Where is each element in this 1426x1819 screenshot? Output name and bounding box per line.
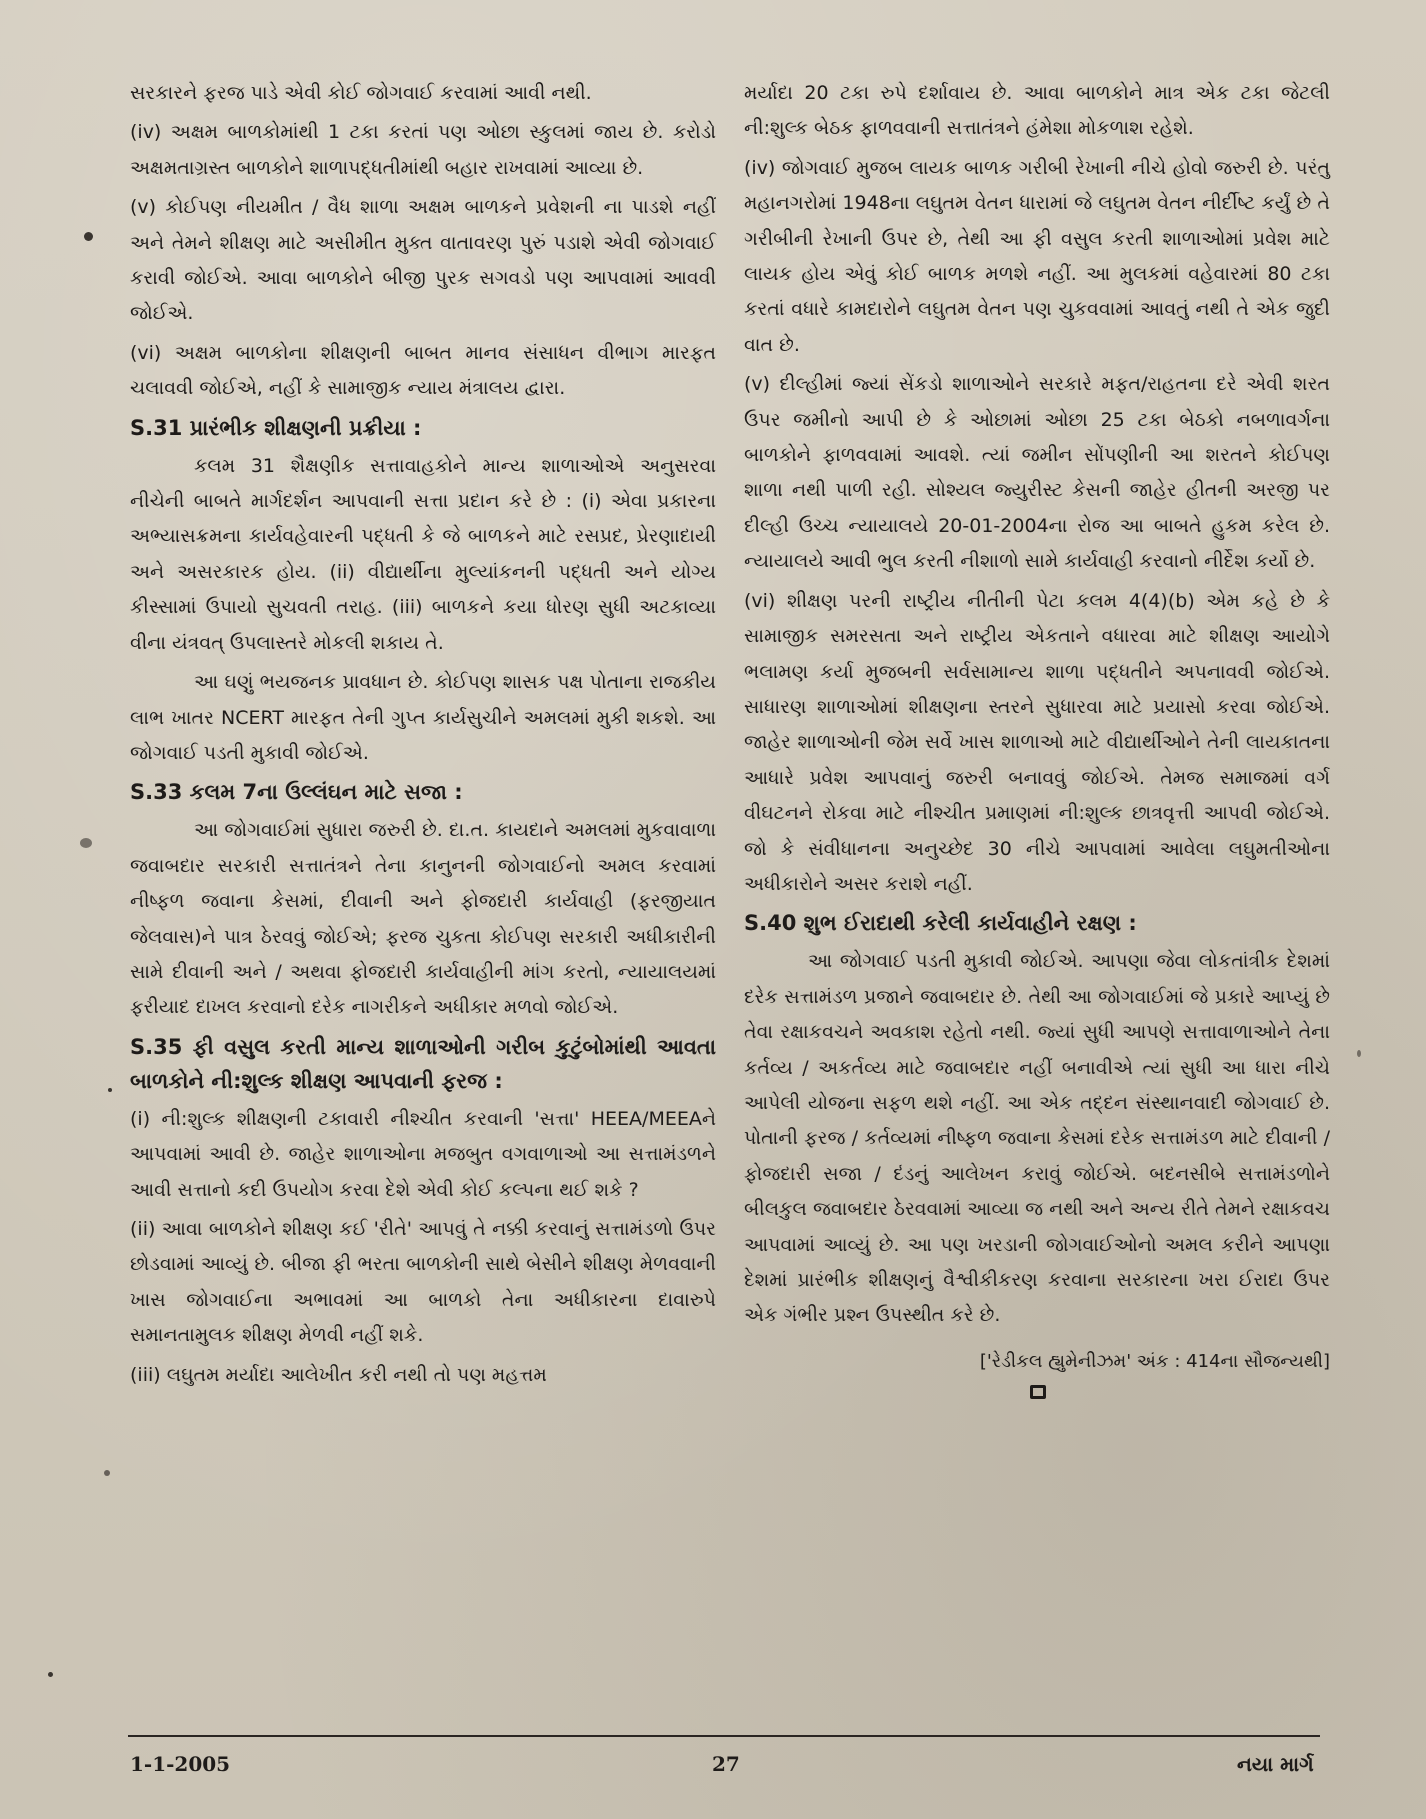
section-heading: S.40 શુભ ઈરાદાથી કરેલી કાર્યવાહીને રક્ષણ : <box>744 911 1137 936</box>
paper-speck <box>1357 1050 1361 1057</box>
paper-speck <box>108 1088 112 1092</box>
paper-speck <box>48 1672 53 1677</box>
section-heading: S.33 કલમ 7ના ઉલ્લંઘન માટે સજા : <box>130 780 463 805</box>
source-credit: ['રેડીકલ હ્યુમેનીઝમ' અંક : 414ના સૌજન્યથી] <box>979 1350 1330 1372</box>
paragraph: આ જોગવાઈ પડતી મુકાવી જોઈએ. આપણા જેવા લોકતાંત્રીક દેશમાં દરેક સત્તામંડળ પ્રજાને જવાબદાર છે. તેથી આ જોગવાઈમાં જે પ્રકારે આપ્યું છે તેવા રક્ષાકવચને અવકાશ રહેતો નથી. જ્યાં સુધી આપણે સત્તાવાળાઓને તેના કર્તવ્ય / અકર્તવ્ય માટે જવાબદાર નહીં બનાવીએ ત્યાં સુધી આ ધારા નીચે આપેલી યોજના સફળ થશે નહીં. આ એક તદ્દન સંસ્થાનવાદી જોગવાઈ છે. પોતાની ફરજ / કર્તવ્યમાં નીષ્ફળ જવાના કેસમાં દરેક સત્તામંડળ માટે દીવાની / ફોજદારી સજા / દંડનું આલેખન કરાવું જોઈએ. બદનસીબે સત્તામંડળોને બીલકુલ જવાબદાર ઠેરવવામાં આવ્યા જ નથી અને અન્ય રીતે તેમને રક્ષાકવચ આપવામાં આવ્યું છે. આ પણ ખરડાની જોગવાઈઓનો અમલ કરીને આપણા દેશમાં પ્રારંભીક શીક્ષણનું વૈશ્વીકીકરણ કરવાના સરકારના ખરા ઈરાદા ઉપર એક ગંભીર પ્રશ્ન ઉપસ્થીત કરે છે. <box>744 950 1330 1327</box>
paragraph: (iv) અક્ષમ બાળકોમાંથી 1 ટકા કરતાં પણ ઓછા સ્કુલમાં જાય છે. કરોડો અક્ષમતાગ્રસ્ત બાળકોને શાળાપદ્ધતીમાંથી બહાર રાખવામાં આવ્યા છે. <box>130 121 716 179</box>
right-column <box>744 76 1330 1399</box>
end-of-article-square-icon <box>1030 1385 1046 1399</box>
paragraph: કલમ 31 શૈક્ષણીક સત્તાવાહકોને માન્ય શાળાઓએ અનુસરવા નીચેની બાબતે માર્ગદર્શન આપવાની સત્તા પ્રદાન કરે છે : (i) એવા પ્રકારના અભ્યાસક્રમના કાર્યવહેવારની પદ્ધતી કે જે બાળકને માટે રસપ્રદ, પ્રેરણાદાયી અને અસરકારક હોય. (ii) વીદ્યાર્થીના મુલ્યાંકનની પદ્ધતી અને યોગ્ય કીસ્સામાં ઉપાયો સુચવતી તરાહ. (iii) બાળકને કયા ધોરણ સુધી અટકાવ્યા વીના યંત્રવત્ ઉપલાસ્તરે મોકલી શકાય તે. <box>130 454 716 654</box>
paper-speck <box>84 232 93 241</box>
footer-date: 1-1-2005 <box>130 1752 231 1776</box>
section-heading: S.35 ફી વસુલ કરતી માન્ય શાળાઓની ગરીબ કુટુંબોમાંથી આવતા બાળકોને ની:શુલ્ક શીક્ષણ આપવાની ફરજ : <box>130 1034 716 1093</box>
paragraph: (v) કોઈપણ નીયમીત / વૈધ શાળા અક્ષમ બાળકને પ્રવેશની ના પાડશે નહીં અને તેમને શીક્ષણ માટે અસીમીત મુક્ત વાતાવરણ પુરું પડાશે એવી જોગવાઈ કરાવી જોઈએ. આવા બાળકોને બીજી પુરક સગવડો પણ આપવામાં આવવી જોઈએ. <box>130 196 716 325</box>
publication-name: નયા માર્ગ <box>1237 1752 1314 1776</box>
paragraph: સરકારને ફરજ પાડે એવી કોઈ જોગવાઈ કરવામાં આવી નથી. <box>130 82 592 104</box>
left-column <box>130 76 716 1397</box>
paragraph: (v) દીલ્હીમાં જ્યાં સેંકડો શાળાઓને સરકારે મફત/રાહતના દરે એવી શરત ઉપર જમીનો આપી છે કે ઓછામાં ઓછા 25 ટકા બેઠકો નબળાવર્ગના બાળકોને ફાળવવામાં આવશે. ત્યાં જમીન સોંપણીની આ શરતને કોઈપણ શાળા નથી પાળી રહી. સોશ્યલ જ્યુરીસ્ટ કેસની જાહેર હીતની અરજી પર દીલ્હી ઉચ્ચ ન્યાયાલયે 20-01-2004ના રોજ આ બાબતે હુકમ કરેલ છે. ન્યાયાલયે આવી ભુલ કરતી નીશાળો સામે કાર્યવાહી કરવાનો નીર્દેશ કર્યો છે. <box>744 373 1330 573</box>
paragraph: (vi) અક્ષમ બાળકોના શીક્ષણની બાબત માનવ સંસાધન વીભાગ મારફત ચલાવવી જોઈએ, નહીં કે સામાજીક ન્યાય મંત્રાલય દ્વારા. <box>130 341 716 400</box>
paragraph: આ જોગવાઈમાં સુધારા જરુરી છે. દા.ત. કાયદાને અમલમાં મુકવાવાળા જવાબદાર સરકારી સત્તાતંત્રને તેના કાનુનની જોગવાઈનો અમલ કરવામાં નીષ્ફળ જવાના કેસમાં, દીવાની અને ફોજદારી કાર્યવાહી (ફરજીયાત જેલવાસ)ને પાત્ર ઠેરવવું જોઈએ; ફરજ ચુકતા કોઈપણ સરકારી અધીકારીની સામે દીવાની અને / અથવા ફોજદારી કાર્યવાહીની માંગ કરતો, ન્યાયાલયમાં ફરીયાદ દાખલ કરવાનો દરેક નાગરીકને અધીકાર મળવો જોઈએ. <box>130 819 716 1019</box>
paragraph: (i) ની:શુલ્ક શીક્ષણની ટકાવારી નીશ્ચીત કરવાની 'સત્તા' HEEA/MEEAને આપવામાં આવી છે. જાહેર શાળાઓના મજબુત વગવાળાઓ આ સત્તામંડળને આવી સત્તાનો કદી ઉપયોગ કરવા દેશે એવી કોઈ કલ્પના થઈ શકે ? <box>130 1107 716 1201</box>
paragraph: મર્યાદા 20 ટકા રુપે દર્શાવાય છે. આવા બાળકોને માત્ર એક ટકા જેટલી ની:શુલ્ક બેઠક ફાળવવાની સત્તાતંત્રને હંમેશા મોકળાશ રહેશે. <box>744 82 1330 140</box>
paragraph: (ii) આવા બાળકોને શીક્ષણ કઈ 'રીતે' આપવું તે નક્કી કરવાનું સત્તામંડળો ઉપર છોડવામાં આવ્યું છે. બીજા ફી ભરતા બાળકોની સાથે બેસીને શીક્ષણ મેળવવાની ખાસ જોગવાઈના અભાવમાં આ બાળકો તેના અધીકારના દાવારુપે સમાનતામુલક શીક્ષણ મેળવી નહીં શકે. <box>130 1217 716 1347</box>
paragraph: (iii) લઘુતમ મર્યાદા આલેખીત કરી નથી તો પણ મહત્તમ <box>130 1363 547 1386</box>
page-number: 27 <box>712 1752 740 1776</box>
paper-speck <box>104 1470 110 1476</box>
paragraph: (iv) જોગવાઈ મુજબ લાયક બાળક ગરીબી રેખાની નીચે હોવો જરુરી છે. પરંતુ મહાનગરોમાં 1948ના લઘુતમ વેતન ધારામાં જે લઘુતમ વેતન નીર્દીષ્ટ કર્યું છે તે ગરીબીની રેખાની ઉપર છે, તેથી આ ફી વસુલ કરતી શાળાઓમાં પ્રવેશ માટે લાયક હોય એવું કોઈ બાળક મળશે નહીં. આ મુલકમાં વહેવારમાં 80 ટકા કરતાં વધારે કામદારોને લઘુતમ વેતન પણ ચુકવવામાં આવતું નથી તે એક જુદી વાત છે. <box>744 156 1330 356</box>
paragraph: આ ઘણું ભયજનક પ્રાવધાન છે. કોઈપણ શાસક પક્ષ પોતાના રાજકીય લાભ ખાતર NCERT મારફત તેની ગુપ્ત કાર્યસુચીને અમલમાં મુકી શકશે. આ જોગવાઈ પડતી મુકાવી જોઈએ. <box>130 671 716 764</box>
paragraph: (vi) શીક્ષણ પરની રાષ્ટ્રીય નીતીની પેટા કલમ 4(4)(b) એમ કહે છે કે સામાજીક સમરસતા અને રાષ્ટ્રીય એકતાને વધારવા માટે શીક્ષણ આયોગે ભલામણ કર્યા મુજબની સર્વસામાન્ય શાળા પદ્ધતીને અપનાવવી જોઈએ. સાધારણ શાળાઓમાં શીક્ષણના સ્તરને સુધારવા માટે પ્રયાસો કરવા જોઈએ. જાહેર શાળાઓની જેમ સર્વે ખાસ શાળાઓ માટે વીદ્યાર્થીઓને તેની લાયકાતના આધારે પ્રવેશ આપવાનું જરુરી બનાવવું જોઈએ. તેમજ સમાજમાં વર્ગ વીઘટનને રોકવા માટે નીશ્ચીત પ્રમાણમાં ની:શુલ્ક છાત્રવૃત્તી આપવી જોઈએ. જો કે સંવીધાનના અનુચ્છેદ 30 નીચે આપવામાં આવેલા લઘુમતીઓના અધીકારોને અસર કરાશે નહીં. <box>744 589 1330 895</box>
footer-rule <box>128 1735 1320 1737</box>
section-heading: S.31 પ્રારંભીક શીક્ષણની પ્રક્રીયા : <box>130 415 422 440</box>
paper-speck <box>80 838 92 848</box>
